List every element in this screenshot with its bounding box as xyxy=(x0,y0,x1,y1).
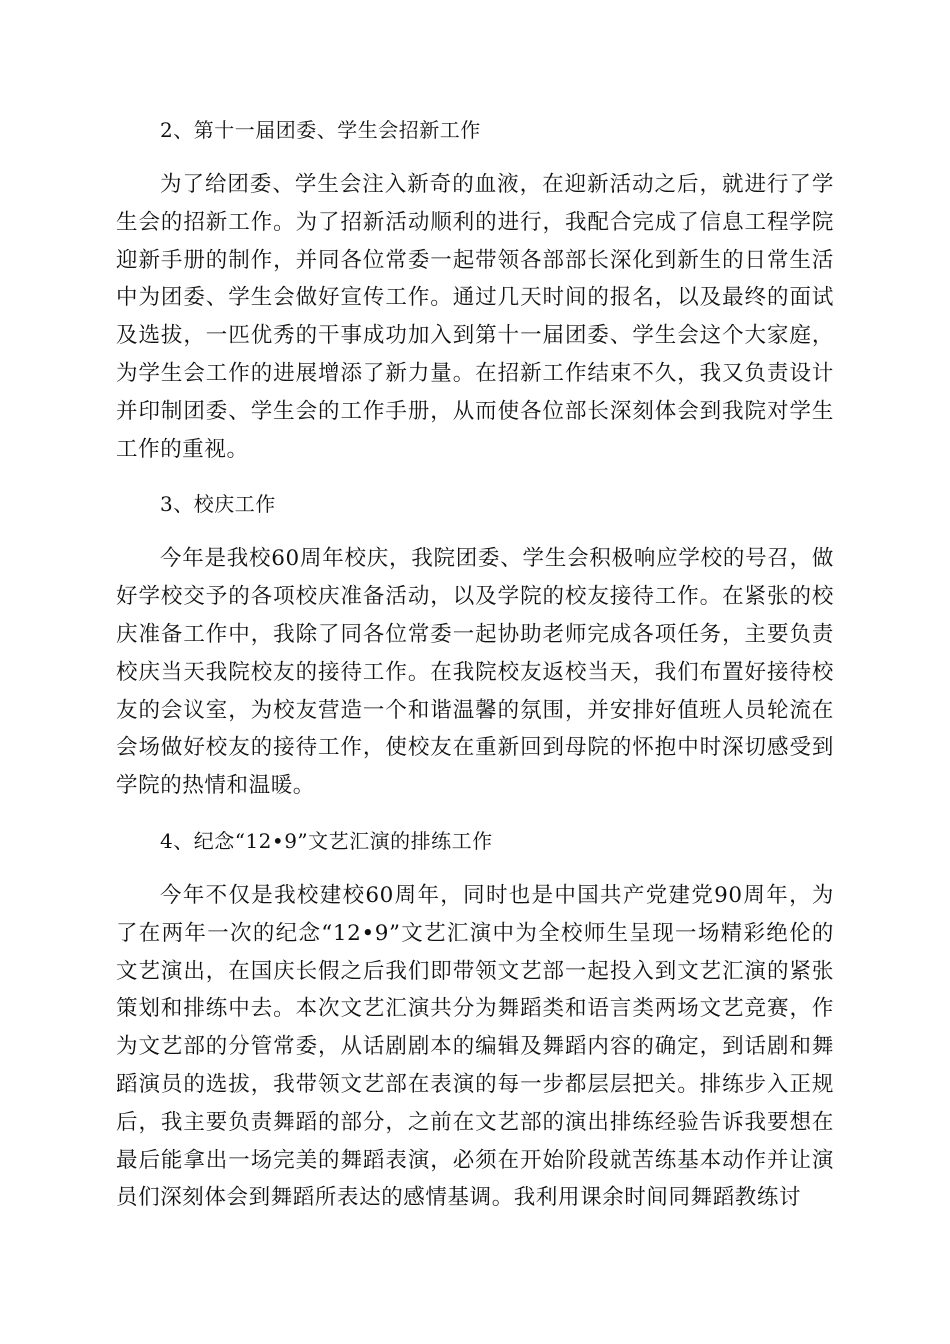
section-body-recruitment: 为了给团委、学生会注入新奇的血液，在迎新活动之后，就进行了学生会的招新工作。为了招新活动顺利的进行，我配合完成了信息工程学院迎新手册的制作，并同各位常委一起带领各部部长深化到新生的日常生活中为团委、学生会做好宣传工作。通过几天时间的报名，以及最终的面试及选拔，一匹优秀的干事成功加入到第十一届团委、学生会这个大家庭，为学生会工作的进展增添了新力量。在招新工作结束不久，我又负责设计并印制团委、学生会的工作手册，从而使各位部长深刻体会到我院对学生工作的重视。 xyxy=(116,172,834,462)
document-page xyxy=(116,108,834,1231)
section-body-anniversary: 今年是我校60周年校庆，我院团委、学生会积极响应学校的号召，做好学校交予的各项校庆准备活动，以及学院的校友接待工作。在紧张的校庆准备工作中，我除了同各位常委一起协助老师完成各项任务，主要负责校庆当天我院校友的接待工作。在我院校友返校当天，我们布置好接待校友的会议室，为校友营造一个和谐温馨的氛围，并安排好值班人员轮流在会场做好校友的接待工作，使校友在重新回到母院的怀抱中时深切感受到学院的热情和温暖。 xyxy=(116,546,834,799)
section-heading-performance: 4、纪念“12•9”文艺汇演的排练工作 xyxy=(160,828,493,853)
section-heading-anniversary: 3、校庆工作 xyxy=(160,492,276,517)
section-heading-recruitment: 2、第十一届团委、学生会招新工作 xyxy=(160,118,481,142)
section-body-performance: 今年不仅是我校建校60周年，同时也是中国共产党建党90周年，为了在两年一次的纪念“12•9”文艺汇演中为全校师生呈现一场精彩绝伦的文艺演出，在国庆长假之后我们即带领文艺部一起投入到文艺汇演的紧张策划和排练中去。本次文艺汇演共分为舞蹈类和语言类两场文艺竞赛，作为文艺部的分管常委，从话剧剧本的编辑及舞蹈内容的确定，到话剧和舞蹈演员的选拔，我带领文艺部在表演的每一步都层层把关。排练步入正规后，我主要负责舞蹈的部分，之前在文艺部的演出排练经验告诉我要想在最后能拿出一场完美的舞蹈表演，必须在开始阶段就苦练基本动作并让演员们深刻体会到舞蹈所表达的感情基调。我利用课余时间同舞蹈教练讨 xyxy=(116,882,834,1211)
